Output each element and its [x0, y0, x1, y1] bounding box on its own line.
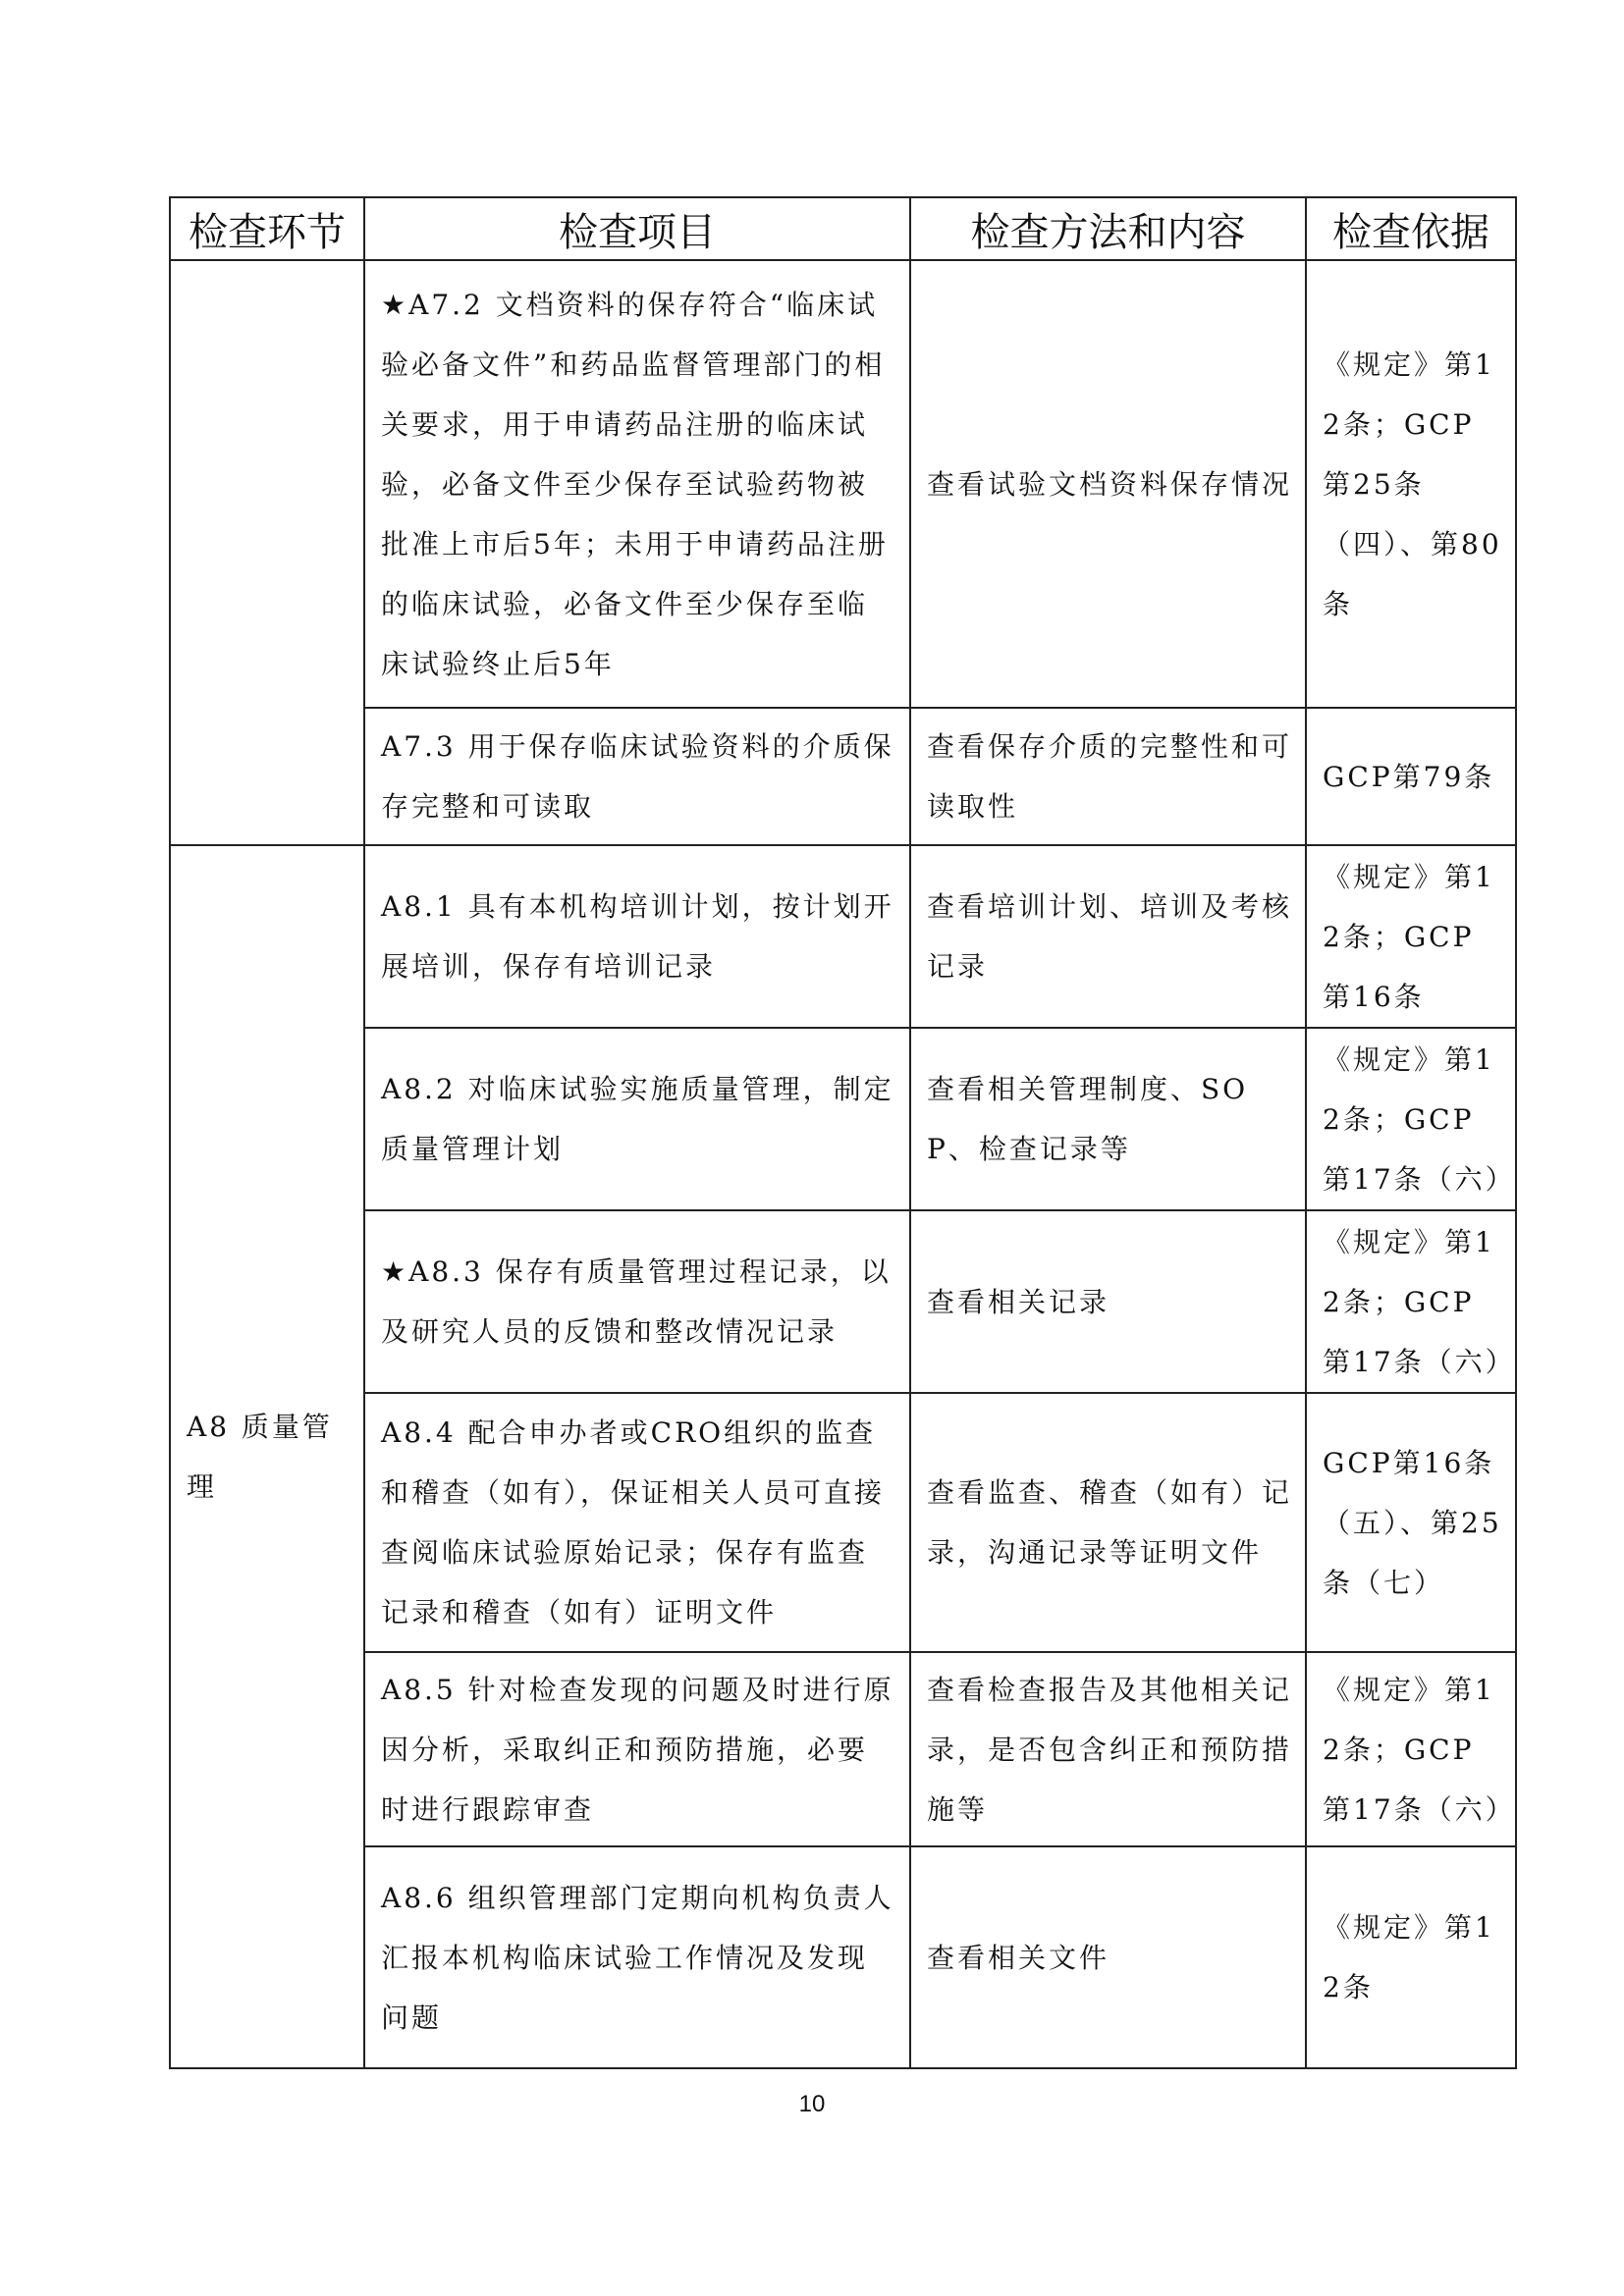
table-row [170, 1652, 1516, 1846]
table-row [170, 1210, 1516, 1393]
basis-cell: 《规定》第12条；GCP第17条（六） [1306, 1210, 1516, 1393]
table-row [170, 845, 1516, 1028]
item-cell: ★A8.3 保存有质量管理过程记录，以及研究人员的反馈和整改情况记录 [364, 1210, 910, 1393]
item-cell: A8.1 具有本机构培训计划，按计划开展培训，保存有培训记录 [364, 845, 910, 1028]
basis-cell: 《规定》第12条；GCP第17条（六） [1306, 1652, 1516, 1846]
method-cell: 查看相关管理制度、SOP、检查记录等 [910, 1028, 1306, 1210]
method-cell: 查看监查、稽查（如有）记录，沟通记录等证明文件 [910, 1393, 1306, 1652]
table-row [170, 708, 1516, 845]
table-row [170, 1393, 1516, 1652]
basis-cell: 《规定》第12条；GCP第17条（六） [1306, 1028, 1516, 1210]
header-basis: 检查依据 [1306, 197, 1516, 260]
basis-cell: 《规定》第12条；GCP第16条 [1306, 845, 1516, 1028]
header-inspection-stage: 检查环节 [170, 197, 364, 260]
section-cell-a7 [170, 260, 364, 845]
method-cell: 查看相关记录 [910, 1210, 1306, 1393]
table-row [170, 1846, 1516, 2068]
header-row [170, 197, 1516, 260]
header-inspection-item: 检查项目 [364, 197, 910, 260]
item-cell: A8.4 配合申办者或CRO组织的监查和稽查（如有），保证相关人员可直接查阅临床试验原始记录；保存有监查记录和稽查（如有）证明文件 [364, 1393, 910, 1652]
table-row [170, 260, 1516, 708]
method-cell: 查看试验文档资料保存情况 [910, 260, 1306, 708]
item-cell: A7.3 用于保存临床试验资料的介质保存完整和可读取 [364, 708, 910, 845]
method-cell: 查看培训计划、培训及考核记录 [910, 845, 1306, 1028]
basis-cell: GCP第16条（五）、第25条（七） [1306, 1393, 1516, 1652]
method-cell: 查看保存介质的完整性和可读取性 [910, 708, 1306, 845]
basis-cell: GCP第79条 [1306, 708, 1516, 845]
item-cell: A8.6 组织管理部门定期向机构负责人汇报本机构临床试验工作情况及发现问题 [364, 1846, 910, 2068]
item-cell: A8.5 针对检查发现的问题及时进行原因分析，采取纠正和预防措施，必要时进行跟踪审查 [364, 1652, 910, 1846]
section-cell-a8: A8 质量管理 [170, 845, 364, 2068]
item-cell: ★A7.2 文档资料的保存符合“临床试验必备文件”和药品监督管理部门的相关要求，用于申请药品注册的临床试验，必备文件至少保存至试验药物被批准上市后5年；未用于申请药品注册的临床试验，必备文件至少保存至临床试验终止后5年 [364, 260, 910, 708]
basis-cell: 《规定》第12条；GCP第25条（四）、第80条 [1306, 260, 1516, 708]
item-cell: A8.2 对临床试验实施质量管理，制定质量管理计划 [364, 1028, 910, 1210]
basis-cell: 《规定》第12条 [1306, 1846, 1516, 2068]
header-method-content: 检查方法和内容 [910, 197, 1306, 260]
page-number: 10 [798, 2091, 826, 2117]
inspection-table [169, 196, 1517, 2069]
method-cell: 查看相关文件 [910, 1846, 1306, 2068]
method-cell: 查看检查报告及其他相关记录，是否包含纠正和预防措施等 [910, 1652, 1306, 1846]
table-row [170, 1028, 1516, 1210]
